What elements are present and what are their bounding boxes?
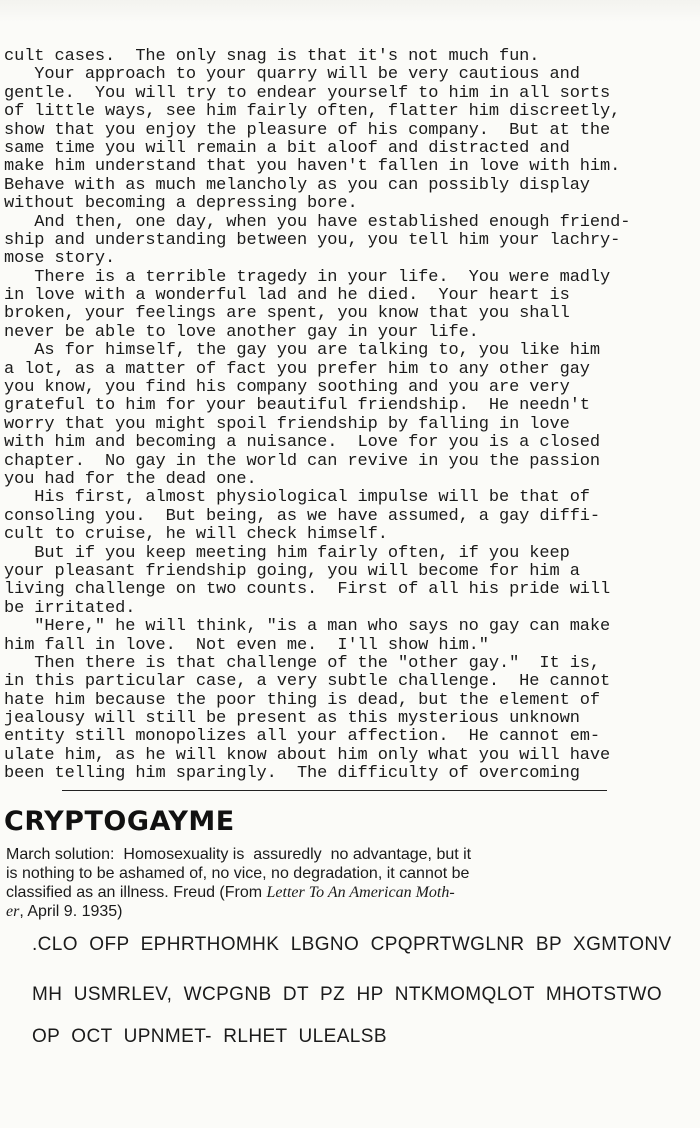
article-line: without becoming a depressing bore. bbox=[4, 194, 358, 214]
article-line: entity still monopolizes all your affection. He cannot em- bbox=[4, 727, 600, 747]
article-line: ship and understanding between you, you tell him your lachry- bbox=[4, 230, 621, 250]
article-line: mose story. bbox=[4, 249, 116, 269]
scan-edge-shadow bbox=[0, 0, 700, 22]
article-line: in love with a wonderful lad and he died. Your heart is bbox=[4, 286, 570, 306]
solution-line: March solution: Homosexuality is assuredly no advantage, but it bbox=[6, 846, 472, 863]
article-line: been telling him sparingly. The difficulty of overcoming bbox=[4, 764, 580, 784]
article-line: There is a terrible tragedy in your life. You were madly bbox=[4, 267, 611, 287]
solution-text: classified as an illness. Freud (From bbox=[6, 884, 267, 901]
puzzle-title: CRYPTOGAYME bbox=[4, 806, 235, 837]
cipher-line: OP OCT UPNMET- RLHET ULEALSB bbox=[32, 1026, 387, 1047]
article-line: And then, one day, when you have established enough friend- bbox=[4, 212, 631, 232]
article-line: chapter. No gay in the world can revive in you the passion bbox=[4, 451, 600, 471]
article-line: Your approach to your quarry will be very cautious and bbox=[4, 65, 580, 85]
article-line: of little ways, see him fairly often, flatter him discreetly, bbox=[4, 102, 621, 122]
article-line: But if you keep meeting him fairly often, if you keep bbox=[4, 543, 570, 563]
article-line: in this particular case, a very subtle challenge. He cannot bbox=[4, 672, 611, 692]
article-line: ulate him, as he will know about him only what you will have bbox=[4, 745, 611, 765]
source-title-end: er bbox=[6, 903, 20, 920]
article-line: your pleasant friendship going, you will become for him a bbox=[4, 561, 580, 581]
article-line: His first, almost physiological impulse will be that of bbox=[4, 488, 590, 508]
article-line: never be able to love another gay in your life. bbox=[4, 322, 479, 342]
article-line: hate him because the poor thing is dead, but the element of bbox=[4, 690, 600, 710]
article-line: Behave with as much melancholy as you can possibly display bbox=[4, 175, 590, 195]
article-line: consoling you. But being, as we have assumed, a gay diffi- bbox=[4, 506, 600, 526]
cipher-line: .CLO OFP EPHRTHOMHK LBGNO CPQPRTWGLNR BP XGMTONV bbox=[32, 934, 672, 955]
solution-line bbox=[6, 902, 666, 921]
article-line: gentle. You will try to endear yourself to him in all sorts bbox=[4, 83, 611, 103]
article-line: a lot, as a matter of fact you prefer him to any other gay bbox=[4, 359, 590, 379]
cipher-line: MH USMRLEV, WCPGNB DT PZ HP NTKMOMQLOT MHOTSTWO bbox=[32, 984, 662, 1005]
article-line: you had for the dead one. bbox=[4, 469, 257, 489]
article-line: broken, your feelings are spent, you know that you shall bbox=[4, 304, 570, 324]
article-line: show that you enjoy the pleasure of his company. But at the bbox=[4, 120, 611, 140]
article-line: him fall in love. Not even me. I'll show him." bbox=[4, 635, 489, 655]
article-line: grateful to him for your beautiful friendship. He needn't bbox=[4, 396, 590, 416]
article-line: make him understand that you haven't fallen in love with him. bbox=[4, 157, 621, 177]
article-line: Then there is that challenge of the "other gay." It is, bbox=[4, 653, 600, 673]
solution-line: is nothing to be ashamed of, no vice, no degradation, it cannot be bbox=[6, 865, 470, 882]
puzzle-solution bbox=[6, 845, 666, 921]
article-line: "Here," he will think, "is a man who says no gay can make bbox=[4, 617, 611, 637]
article-line: cult cases. The only snag is that it's not much fun. bbox=[4, 47, 540, 66]
article-line: jealousy will still be present as this mysterious unknown bbox=[4, 709, 580, 729]
article-line: living challenge on two counts. First of all his pride will bbox=[4, 580, 611, 600]
article-line: you know, you find his company soothing and you are very bbox=[4, 378, 570, 398]
source-date: , April 9. 1935) bbox=[19, 903, 123, 920]
solution-line bbox=[6, 883, 666, 902]
article-line: As for himself, the gay you are talking to, you like him bbox=[4, 341, 600, 361]
section-divider bbox=[62, 790, 607, 791]
article-line: be irritated. bbox=[4, 598, 136, 618]
article-line: same time you will remain a bit aloof and distracted and bbox=[4, 138, 570, 158]
article-line: with him and becoming a nuisance. Love for you is a closed bbox=[4, 433, 600, 453]
article-body bbox=[4, 48, 680, 784]
article-line: cult to cruise, he will check himself. bbox=[4, 525, 388, 545]
source-title: Letter To An American Moth- bbox=[266, 884, 455, 901]
article-line: worry that you might spoil friendship by falling in love bbox=[4, 414, 570, 434]
